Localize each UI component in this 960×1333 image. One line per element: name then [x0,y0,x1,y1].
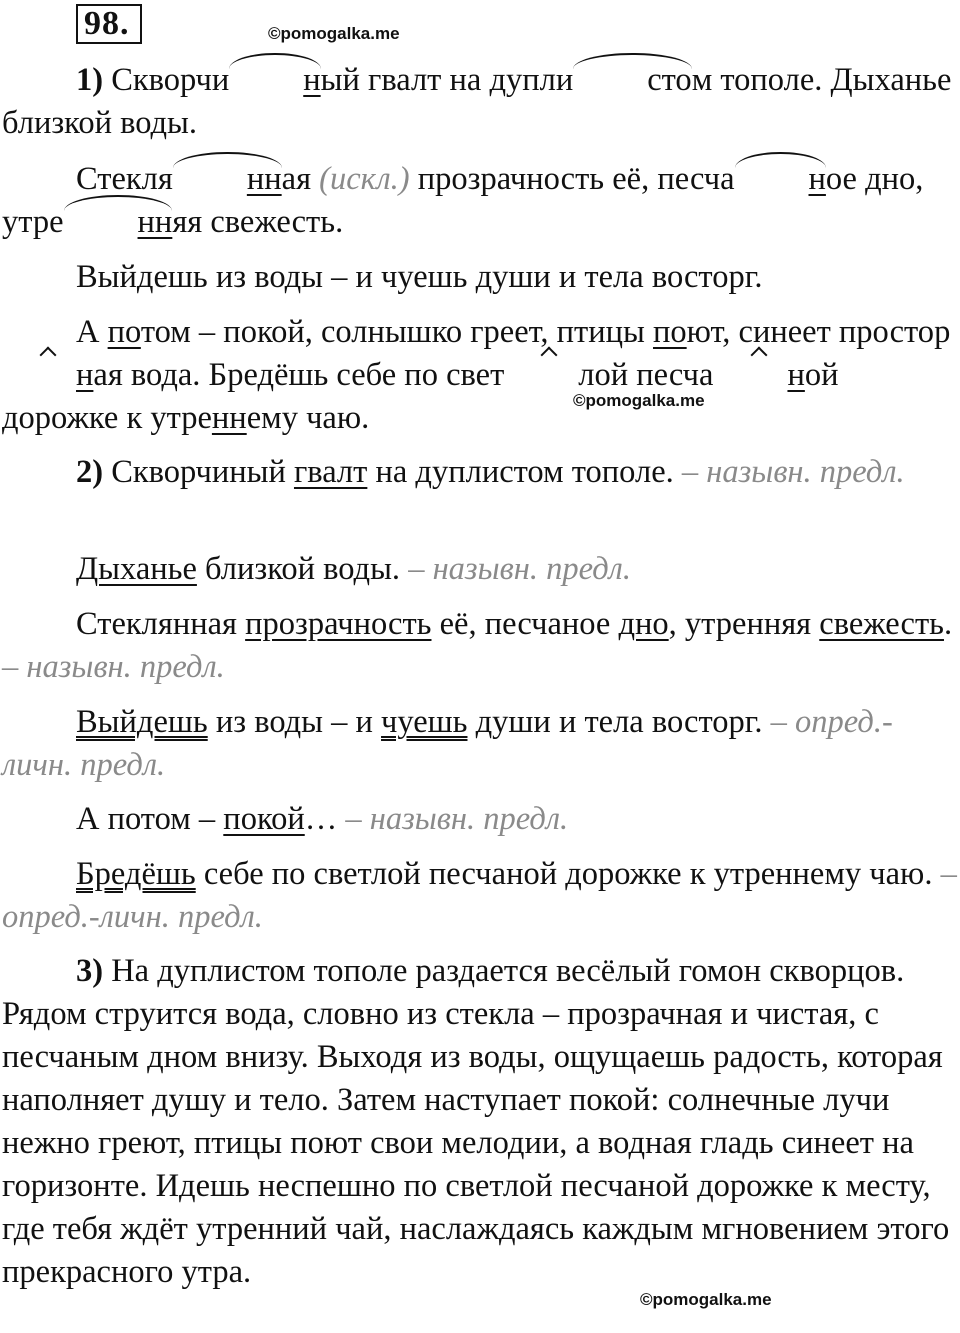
part1-block [2,59,958,145]
exercise-number: 98. [76,4,142,44]
suffix-arc: нн [173,158,282,201]
predicate: чуешь [381,704,468,740]
sentence-type: – опред.-личн. предл. [2,704,893,783]
sentence-type: – назывн. предл. [2,649,225,685]
sentence-type: – назывн. предл. [673,454,905,490]
part3-block [2,950,958,1294]
sentence-type: – опред.-личн. предл. [2,856,957,935]
part1-sentence3: Выйдешь из воды – и чуешь души и тела восторг. [76,259,763,295]
part1-sentence1: 1) Скворчи ный гвалт на дупли стом тополе. Дыханье близкой воды. [2,59,958,145]
suffix-arc: нн [64,201,173,244]
suffix-roof: н [713,354,804,397]
suffix-arc: сто [573,59,691,102]
suffix-mark: нн [211,400,247,436]
watermark-top: ©pomogalka.me [268,24,400,43]
exception-note: (искл.) [319,161,410,197]
part1-sentence2: Стекля нная (искл.) прозрачность её, песча ное дно, утре нняя свежесть. [2,158,958,244]
part2-sentence4: Выйдешь из воды – и чуешь души и тела восторг. – опред.-личн. предл. [2,704,893,783]
part2-sentence2: Дыханье близкой воды. – назывн. предл. [76,551,631,587]
subject: Дыханье [76,551,197,587]
suffix-roof: н [2,354,93,397]
part3-marker: 3) [76,953,104,989]
part3-text: На дуплистом тополе раздается весёлый гомон скворцов. Рядом струится вода, словно из стекла – прозрачная и чистая, с песчаным дном внизу. Выходя из воды, ощущаешь радость, которая наполняет душу и тело. Затем наступает покой: солнечные лучи нежно греют, птицы поют свои мелодии, а водная гладь синеет на горизонте. Идешь неспешно по светлой песчаной дорожке к месту, где тебя ждёт утренний чай, наслаждаясь каждым мгновением этого прекрасного утра. [2,953,950,1290]
subject: покой [223,801,305,837]
subject: прозрачность [245,606,432,642]
subject: свежесть [819,606,944,642]
suffix-arc: н [229,59,320,102]
suffix-roof: л [504,354,594,397]
part2-sentence5: А потом – покой… – назывн. предл. [76,801,569,837]
watermark-middle: ©pomogalka.me [573,391,705,410]
predicate: Бредёшь [76,856,196,892]
subject: дно [618,606,669,642]
root-mark: по [653,314,687,350]
part2-sentence6: Бредёшь себе по светлой песчаной дорожке к утреннему чаю. – опред.-личн. предл. [2,856,957,935]
part2-sentence3: Стеклянная прозрачность её, песчаное дно, утренняя свежесть. – назывн. предл. [2,606,953,685]
part1-sentence4: А потом – покой, солнышко греет, птицы поют, синеет просторная вода. Бредёшь себе по свет лой песча ной дорожке к утреннему чаю. [2,314,951,436]
part2-sentence1: 2) Скворчиный гвалт на дуплистом тополе. – назывн. предл. [76,454,905,490]
part1-marker: 1) [76,62,104,98]
suffix-arc: н [735,158,826,201]
prefix-mark: по [107,314,141,350]
sentence-type: – назывн. предл. [400,551,631,587]
part2-marker: 2) [76,454,104,490]
sentence-type: – назывн. предл. [337,801,569,837]
subject: гвалт [293,454,368,490]
watermark-bottom: ©pomogalka.me [640,1290,772,1309]
predicate: Выйдешь [76,704,208,740]
